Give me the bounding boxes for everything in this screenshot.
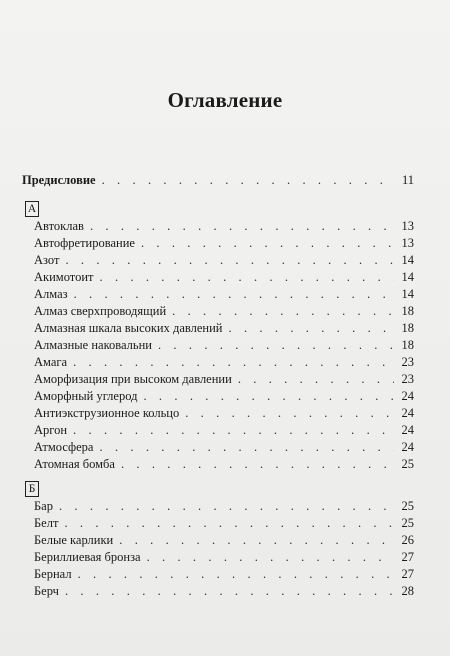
toc-entry[interactable]: [34, 354, 414, 371]
toc-entry-page: 23: [401, 372, 414, 386]
dot-leader: [172, 303, 394, 320]
toc-entry-page: 28: [401, 584, 414, 598]
toc-entry[interactable]: [34, 532, 414, 549]
toc-entry-page: 23: [401, 355, 414, 369]
toc-entry-label: Бар: [34, 499, 53, 513]
toc-entry-page: 24: [401, 389, 414, 403]
toc-entry-label: Аморфный углерод: [34, 389, 138, 403]
toc-entry-label: Атмосфера: [34, 440, 94, 454]
toc-entry-page: 25: [401, 499, 414, 513]
section-letter-box: Б: [25, 481, 39, 497]
dot-leader: [102, 172, 394, 189]
dot-leader: [74, 286, 394, 303]
toc-entry[interactable]: [34, 252, 414, 269]
toc-entry[interactable]: [34, 371, 414, 388]
toc-entry[interactable]: [34, 218, 414, 235]
toc-entry-label: Бериллиевая бронза: [34, 550, 141, 564]
toc-entry-page: 13: [401, 219, 414, 233]
toc-entry-label: Аморфизация при высоком давлении: [34, 372, 232, 386]
toc-entry-label: Белт: [34, 516, 59, 530]
toc-entry-page: 24: [401, 406, 414, 420]
toc-entry-page: 26: [401, 533, 414, 547]
toc-entry-page: 14: [401, 287, 414, 301]
dot-leader: [141, 235, 394, 252]
toc-entry[interactable]: [34, 235, 414, 252]
dot-leader: [147, 549, 394, 566]
dot-leader: [119, 532, 394, 549]
dot-leader: [100, 439, 395, 456]
dot-leader: [78, 566, 394, 583]
toc-entry[interactable]: [34, 286, 414, 303]
toc-entry-label: Алмаз сверхпроводящий: [34, 304, 167, 318]
toc-entry-label: Предисловие: [22, 173, 96, 187]
toc-entry-page: 25: [401, 457, 414, 471]
dot-leader: [121, 456, 394, 473]
toc-entry[interactable]: [34, 583, 414, 600]
toc-entry-page: 27: [401, 567, 414, 581]
toc-entry-label: Акимотоит: [34, 270, 94, 284]
toc-entry-page: 24: [401, 423, 414, 437]
toc-entry-label: Азот: [34, 253, 60, 267]
dot-leader: [73, 422, 394, 439]
toc-entry[interactable]: [34, 320, 414, 337]
toc-entry[interactable]: [34, 269, 414, 286]
toc-entry-page: 25: [401, 516, 414, 530]
dot-leader: [238, 371, 394, 388]
toc-entry-label: Автофретирование: [34, 236, 135, 250]
toc-entry-page: 18: [401, 321, 414, 335]
toc-entry-label: Алмазная шкала высоких давлений: [34, 321, 223, 335]
toc-entry-page: 27: [401, 550, 414, 564]
dot-leader: [100, 269, 395, 286]
toc-entry-page: 14: [401, 270, 414, 284]
toc-entry-label: Антиэкструзионное кольцо: [34, 406, 180, 420]
toc-entry-page: 18: [401, 304, 414, 318]
dot-leader: [64, 515, 394, 532]
toc-entry-page: 11: [401, 173, 414, 187]
dot-leader: [158, 337, 394, 354]
toc-entry[interactable]: [34, 405, 414, 422]
toc-entry-label: Аргон: [34, 423, 68, 437]
toc-entry-label: Автоклав: [34, 219, 84, 233]
toc-entry-label: Берч: [34, 584, 59, 598]
dot-leader: [65, 583, 394, 600]
toc-entry[interactable]: [34, 456, 414, 473]
toc-entry-label: Бернал: [34, 567, 72, 581]
toc-entry-page: 14: [401, 253, 414, 267]
toc-entry-label: Алмазные наковальни: [34, 338, 152, 352]
page-title: Оглавление: [167, 88, 283, 112]
toc-entry[interactable]: [34, 337, 414, 354]
toc-entry[interactable]: [34, 422, 414, 439]
toc-entry[interactable]: [34, 549, 414, 566]
section-letter-box: А: [25, 201, 39, 217]
toc-entry-label: Амага: [34, 355, 68, 369]
toc-entry-page: 13: [401, 236, 414, 250]
dot-leader: [90, 218, 394, 235]
toc-entry[interactable]: [34, 439, 414, 456]
toc-entry[interactable]: [34, 566, 414, 583]
toc-entry[interactable]: [34, 303, 414, 320]
dot-leader: [143, 388, 394, 405]
toc-entry-preface[interactable]: [22, 172, 414, 189]
toc-entry[interactable]: [34, 498, 414, 515]
dot-leader: [73, 354, 394, 371]
toc-entry-label: Белые карлики: [34, 533, 114, 547]
dot-leader: [185, 405, 394, 422]
toc-entry-label: Атомная бомба: [34, 457, 115, 471]
toc-entry-page: 18: [401, 338, 414, 352]
dot-leader: [229, 320, 394, 337]
dot-leader: [59, 498, 394, 515]
toc-entry[interactable]: [34, 388, 414, 405]
toc-entry-label: Алмаз: [34, 287, 68, 301]
dot-leader: [65, 252, 394, 269]
toc-entry-page: 24: [401, 440, 414, 454]
toc-entry[interactable]: [34, 515, 414, 532]
